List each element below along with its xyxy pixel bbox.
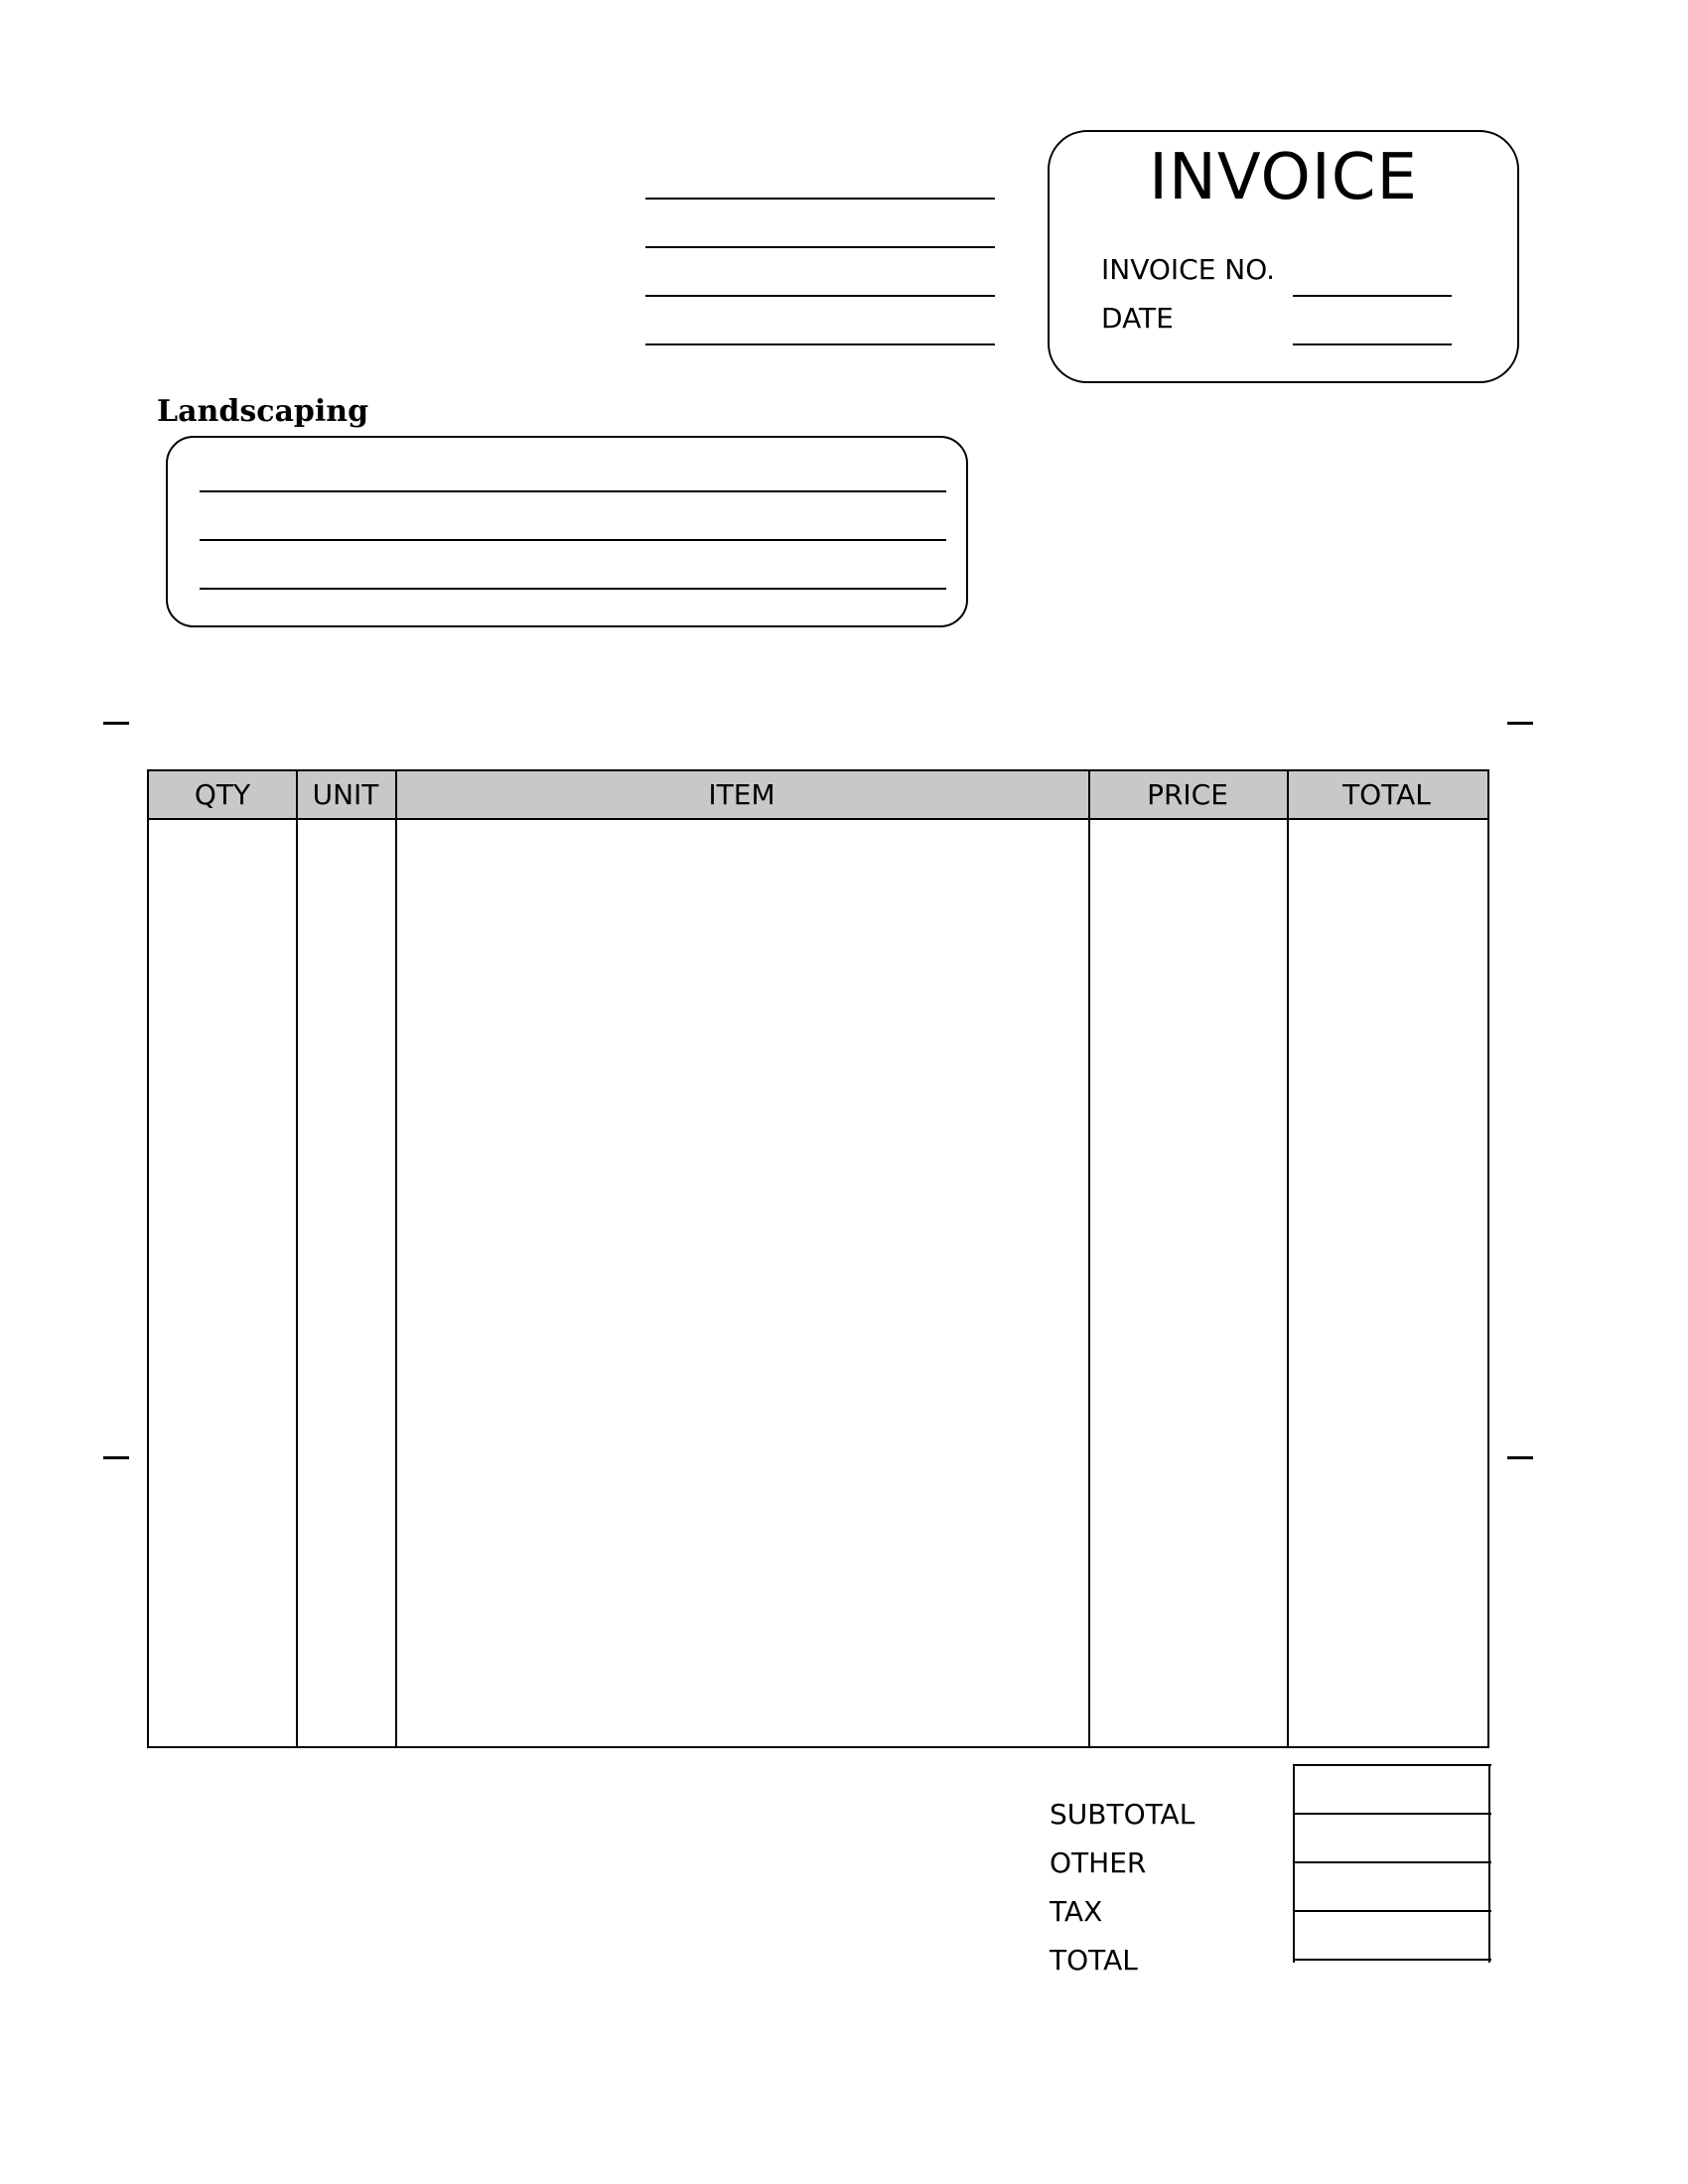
bill-to-line-3[interactable]: [200, 588, 946, 590]
tax-label: TAX: [1050, 1895, 1103, 1928]
subtotal-field[interactable]: [1293, 1813, 1491, 1815]
totals-box-left-edge: [1293, 1764, 1295, 1963]
other-field[interactable]: [1293, 1861, 1491, 1863]
unit-column-area[interactable]: [298, 820, 395, 1745]
sender-line-2[interactable]: [645, 246, 995, 248]
fold-mark-right-bottom: [1507, 1456, 1533, 1459]
sender-line-4[interactable]: [645, 343, 995, 345]
fold-mark-left-bottom: [103, 1456, 129, 1459]
invoice-box: [1048, 130, 1519, 383]
price-column-area[interactable]: [1090, 820, 1287, 1745]
col-head-price: PRICE: [1147, 778, 1228, 811]
other-label: OTHER: [1050, 1846, 1147, 1879]
col-head-item: ITEM: [708, 778, 775, 811]
sender-line-3[interactable]: [645, 295, 995, 297]
total-label: TOTAL: [1050, 1944, 1138, 1977]
invoice-title: INVOICE: [1149, 141, 1418, 214]
totals-box: [1293, 1764, 1491, 1963]
col-head-unit: UNIT: [312, 778, 379, 811]
invoice-date-field[interactable]: [1293, 343, 1452, 345]
sender-line-1[interactable]: [645, 198, 995, 200]
bill-to-line-2[interactable]: [200, 539, 946, 541]
bill-to-box: [166, 436, 968, 627]
invoice-date-label: DATE: [1101, 302, 1174, 335]
totals-box-right-edge: [1488, 1764, 1490, 1963]
item-column-area[interactable]: [397, 820, 1088, 1745]
col-head-qty: QTY: [194, 778, 251, 811]
tax-field[interactable]: [1293, 1910, 1491, 1912]
invoice-number-label: INVOICE NO.: [1101, 253, 1276, 286]
company-heading: Landscaping: [157, 394, 369, 429]
total-field[interactable]: [1293, 1959, 1491, 1961]
subtotal-label: SUBTOTAL: [1050, 1798, 1196, 1831]
fold-mark-left-top: [103, 722, 129, 725]
bill-to-line-1[interactable]: [200, 490, 946, 492]
invoice-number-field[interactable]: [1293, 295, 1452, 297]
fold-mark-right-top: [1507, 722, 1533, 725]
totals-top-line: [1293, 1764, 1491, 1766]
items-table: [147, 769, 1489, 1748]
total-column-area[interactable]: [1289, 820, 1486, 1745]
col-head-total: TOTAL: [1342, 778, 1431, 811]
qty-column-area[interactable]: [149, 820, 296, 1745]
